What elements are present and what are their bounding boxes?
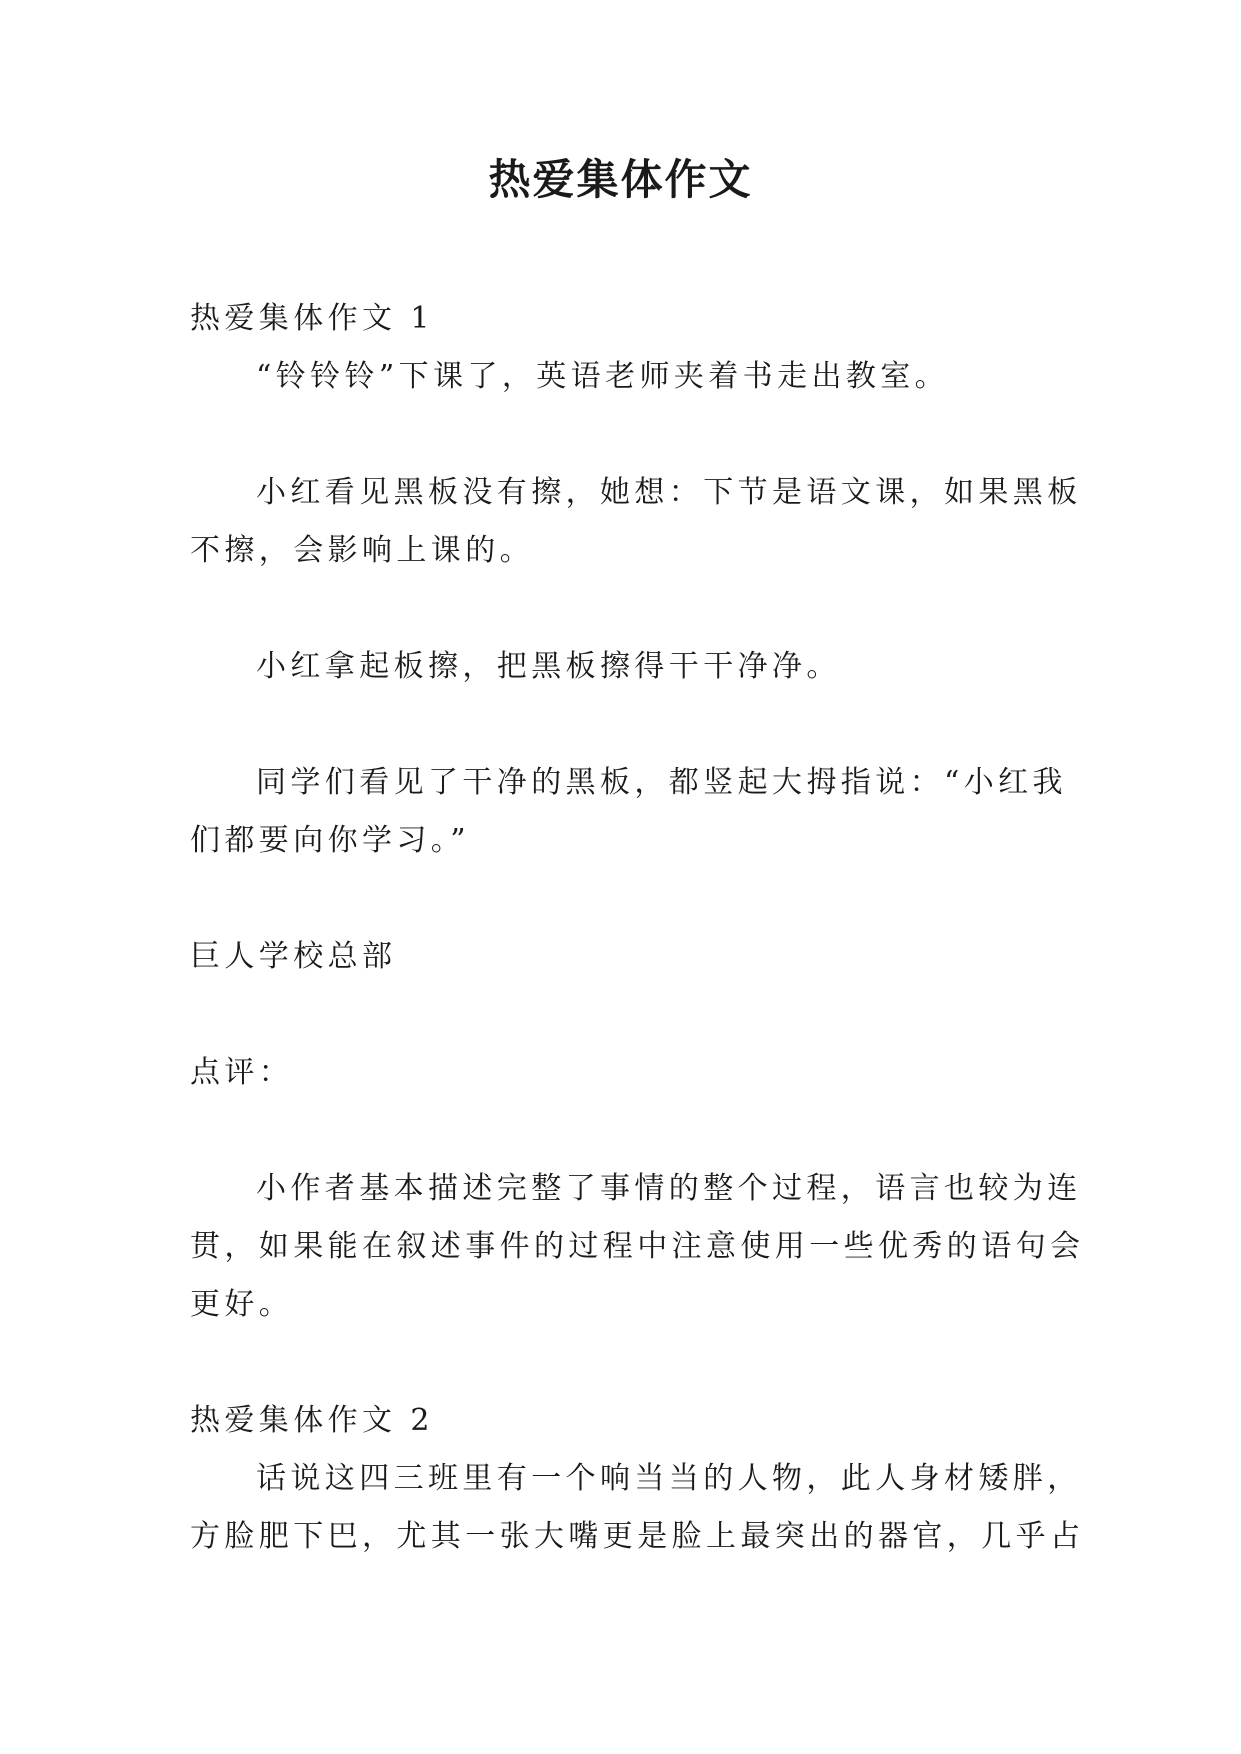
paragraph-gap — [190, 870, 1070, 928]
paragraph-character-line-1: 话说这四三班里有一个响当当的人物，此人身材矮胖， — [256, 1461, 1082, 1496]
document-body — [190, 290, 1085, 1566]
paragraph-bell: “铃铃铃”下课了，英语老师夹着书走出教室。 — [256, 359, 950, 394]
paragraph-eraser: 小红拿起板擦，把黑板擦得干干净净。 — [256, 649, 841, 684]
paragraph-classmates-line-1: 同学们看见了干净的黑板，都竖起大拇指说：“小红我 — [256, 765, 1067, 800]
paragraph-gap — [190, 1334, 1070, 1392]
paragraph-blackboard-line-2: 不擦，会影响上课的。 — [190, 533, 534, 568]
paragraph-gap — [190, 580, 1070, 638]
comment-line-1: 小作者基本描述完整了事情的整个过程，语言也较为连 — [256, 1171, 1082, 1206]
school-name: 巨人学校总部 — [190, 939, 397, 974]
section-heading-1: 热爱集体作文 1 — [190, 301, 434, 336]
document-title: 热爱集体作文 — [488, 155, 753, 204]
paragraph-gap — [190, 696, 1070, 754]
comment-line-3: 更好。 — [190, 1287, 294, 1322]
comment-label: 点评： — [190, 1055, 294, 1090]
section-heading-2: 热爱集体作文 2 — [190, 1403, 434, 1438]
comment-line-2: 贯，如果能在叙述事件的过程中注意使用一些优秀的语句会 — [190, 1229, 1085, 1264]
paragraph-gap — [190, 406, 1070, 464]
paragraph-gap — [190, 1102, 1070, 1160]
paragraph-gap — [190, 986, 1070, 1044]
paragraph-classmates-line-2: 们都要向你学习。” — [190, 823, 470, 858]
paragraph-character-line-2: 方脸肥下巴，尤其一张大嘴更是脸上最突出的器官，几乎占 — [190, 1519, 1085, 1554]
paragraph-blackboard-line-1: 小红看见黑板没有擦，她想：下节是语文课，如果黑板 — [256, 475, 1082, 510]
